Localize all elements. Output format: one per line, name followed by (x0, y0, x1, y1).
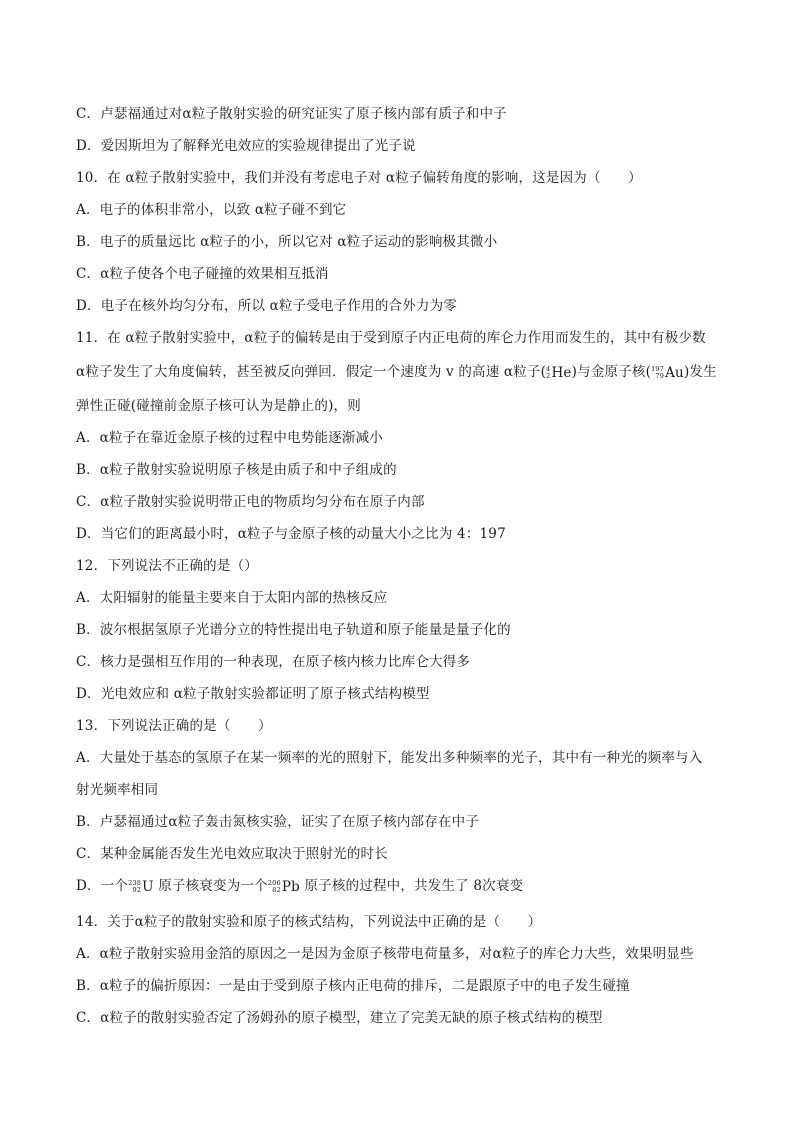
question-stem-10: 10．在 α粒子散射实验中，我们并没有考虑电子对 α粒子偏转角度的影响，这是因为（ ） (76, 170, 642, 186)
atomic-number: 82 (272, 885, 281, 894)
mass-number: 197 (651, 364, 665, 373)
option-line: A．大量处于基态的氢原子在某一频率的光的照射下，能发出多种频率的光子，其中有一种光的频率与入 (76, 750, 703, 766)
option-line: A．太阳辐射的能量主要来自于太阳内部的热核反应 (76, 590, 388, 606)
atomic-number: 92 (132, 885, 142, 894)
question-stem-11-cont: 弹性正碰(碰撞前金原子核可认为是静止的)，则 (76, 398, 361, 414)
question-stem-14: 14．关于α粒子的散射实验和原子的核式结构，下列说法中正确的是（ ） (76, 914, 542, 930)
question-stem-11: 11．在 α粒子散射实验中，α粒子的偏转是由于受到原子内正电荷的库仑力作用而发生的，其中有极少数 (76, 330, 706, 346)
option-line: D．光电效应和 α粒子散射实验都证明了原子核式结构模型 (76, 686, 430, 702)
question-stem-12: 12．下列说法不正确的是（） (76, 558, 258, 574)
option-line: C．卢瑟福通过对α粒子散射实验的研究证实了原子核内部有质子和中子 (76, 106, 507, 122)
mass-number: 238 (128, 878, 142, 887)
option-line: C．某种金属能否发生光电效应取决于照射光的时长 (76, 846, 388, 862)
option-line: B．卢瑟福通过α粒子轰击氮核实验，证实了在原子核内部存在中子 (76, 814, 480, 830)
option-line: C．α粒子的散射实验否定了汤姆孙的原子模型，建立了完美无缺的原子核式结构的模型 (76, 1010, 603, 1026)
option-line: A．电子的体积非常小，以致 α粒子碰不到它 (76, 202, 347, 218)
lead-nuclide (268, 877, 300, 897)
mass-number: 4 (546, 364, 551, 373)
text-segment: α粒子发生了大角度偏转，甚至被反向弹回．假定一个速度为 v 的高速 α粒子( (76, 364, 547, 380)
option-line: B．波尔根据氢原子光谱分立的特性提出电子轨道和原子能量是量子化的 (76, 622, 511, 638)
text-segment: )发生 (683, 364, 717, 380)
text-segment: 原子核的过程中，共发生了 8次衰变 (299, 878, 524, 894)
option-line-cont: 射光频率相同 (76, 782, 159, 798)
option-line: A．α粒子散射实验用金箔的原因之一是因为金原子核带电荷量多，对α粒子的库仑力大些，效果明显些 (76, 946, 694, 962)
option-nuclide-line (76, 876, 726, 897)
option-line: A．α粒子在靠近金原子核的过程中电势能逐渐减小 (76, 430, 383, 446)
option-line: B．α粒子的偏折原因：一是由于受到原子核内正电荷的排斥，二是跟原子中的电子发生碰撞 (76, 978, 630, 994)
question-stem-13: 13．下列说法正确的是（ ） (76, 718, 272, 734)
helium-nuclide (546, 363, 572, 383)
text-segment: D．一个 (76, 878, 129, 894)
text-segment: 原子核衰变为一个 (153, 878, 268, 894)
option-line: C．α粒子使各个电子碰撞的效果相互抵消 (76, 266, 329, 282)
option-line: D．当它们的距离最小时，α粒子与金原子核的动量大小之比为 4：197 (76, 526, 506, 542)
mass-number: 206 (267, 878, 281, 887)
option-line: C．核力是强相互作用的一种表现，在原子核内核力比库仑大得多 (76, 654, 471, 670)
atomic-number: 2 (546, 371, 551, 380)
option-line: B．电子的质量远比 α粒子的小，所以它对 α粒子运动的影响极其微小 (76, 234, 498, 250)
gold-nuclide (651, 363, 684, 383)
text-segment: )与金原子核( (571, 364, 652, 380)
element-symbol: Pb (281, 878, 300, 895)
option-line: D．爱因斯坦为了解释光电效应的实验规律提出了光子说 (76, 138, 416, 154)
option-line: D．电子在核外均匀分布，所以 α粒子受电子作用的合外力为零 (76, 298, 458, 314)
element-symbol: Au (665, 364, 684, 381)
element-symbol: U (142, 878, 154, 895)
uranium-nuclide (128, 877, 154, 897)
atomic-number: 79 (655, 371, 665, 380)
option-line: B．α粒子散射实验说明原子核是由质子和中子组成的 (76, 462, 397, 478)
question-stem-11-nuclide-line (76, 362, 726, 383)
element-symbol: He (551, 364, 572, 381)
option-line: C．α粒子散射实验说明带正电的物质均匀分布在原子内部 (76, 494, 425, 510)
